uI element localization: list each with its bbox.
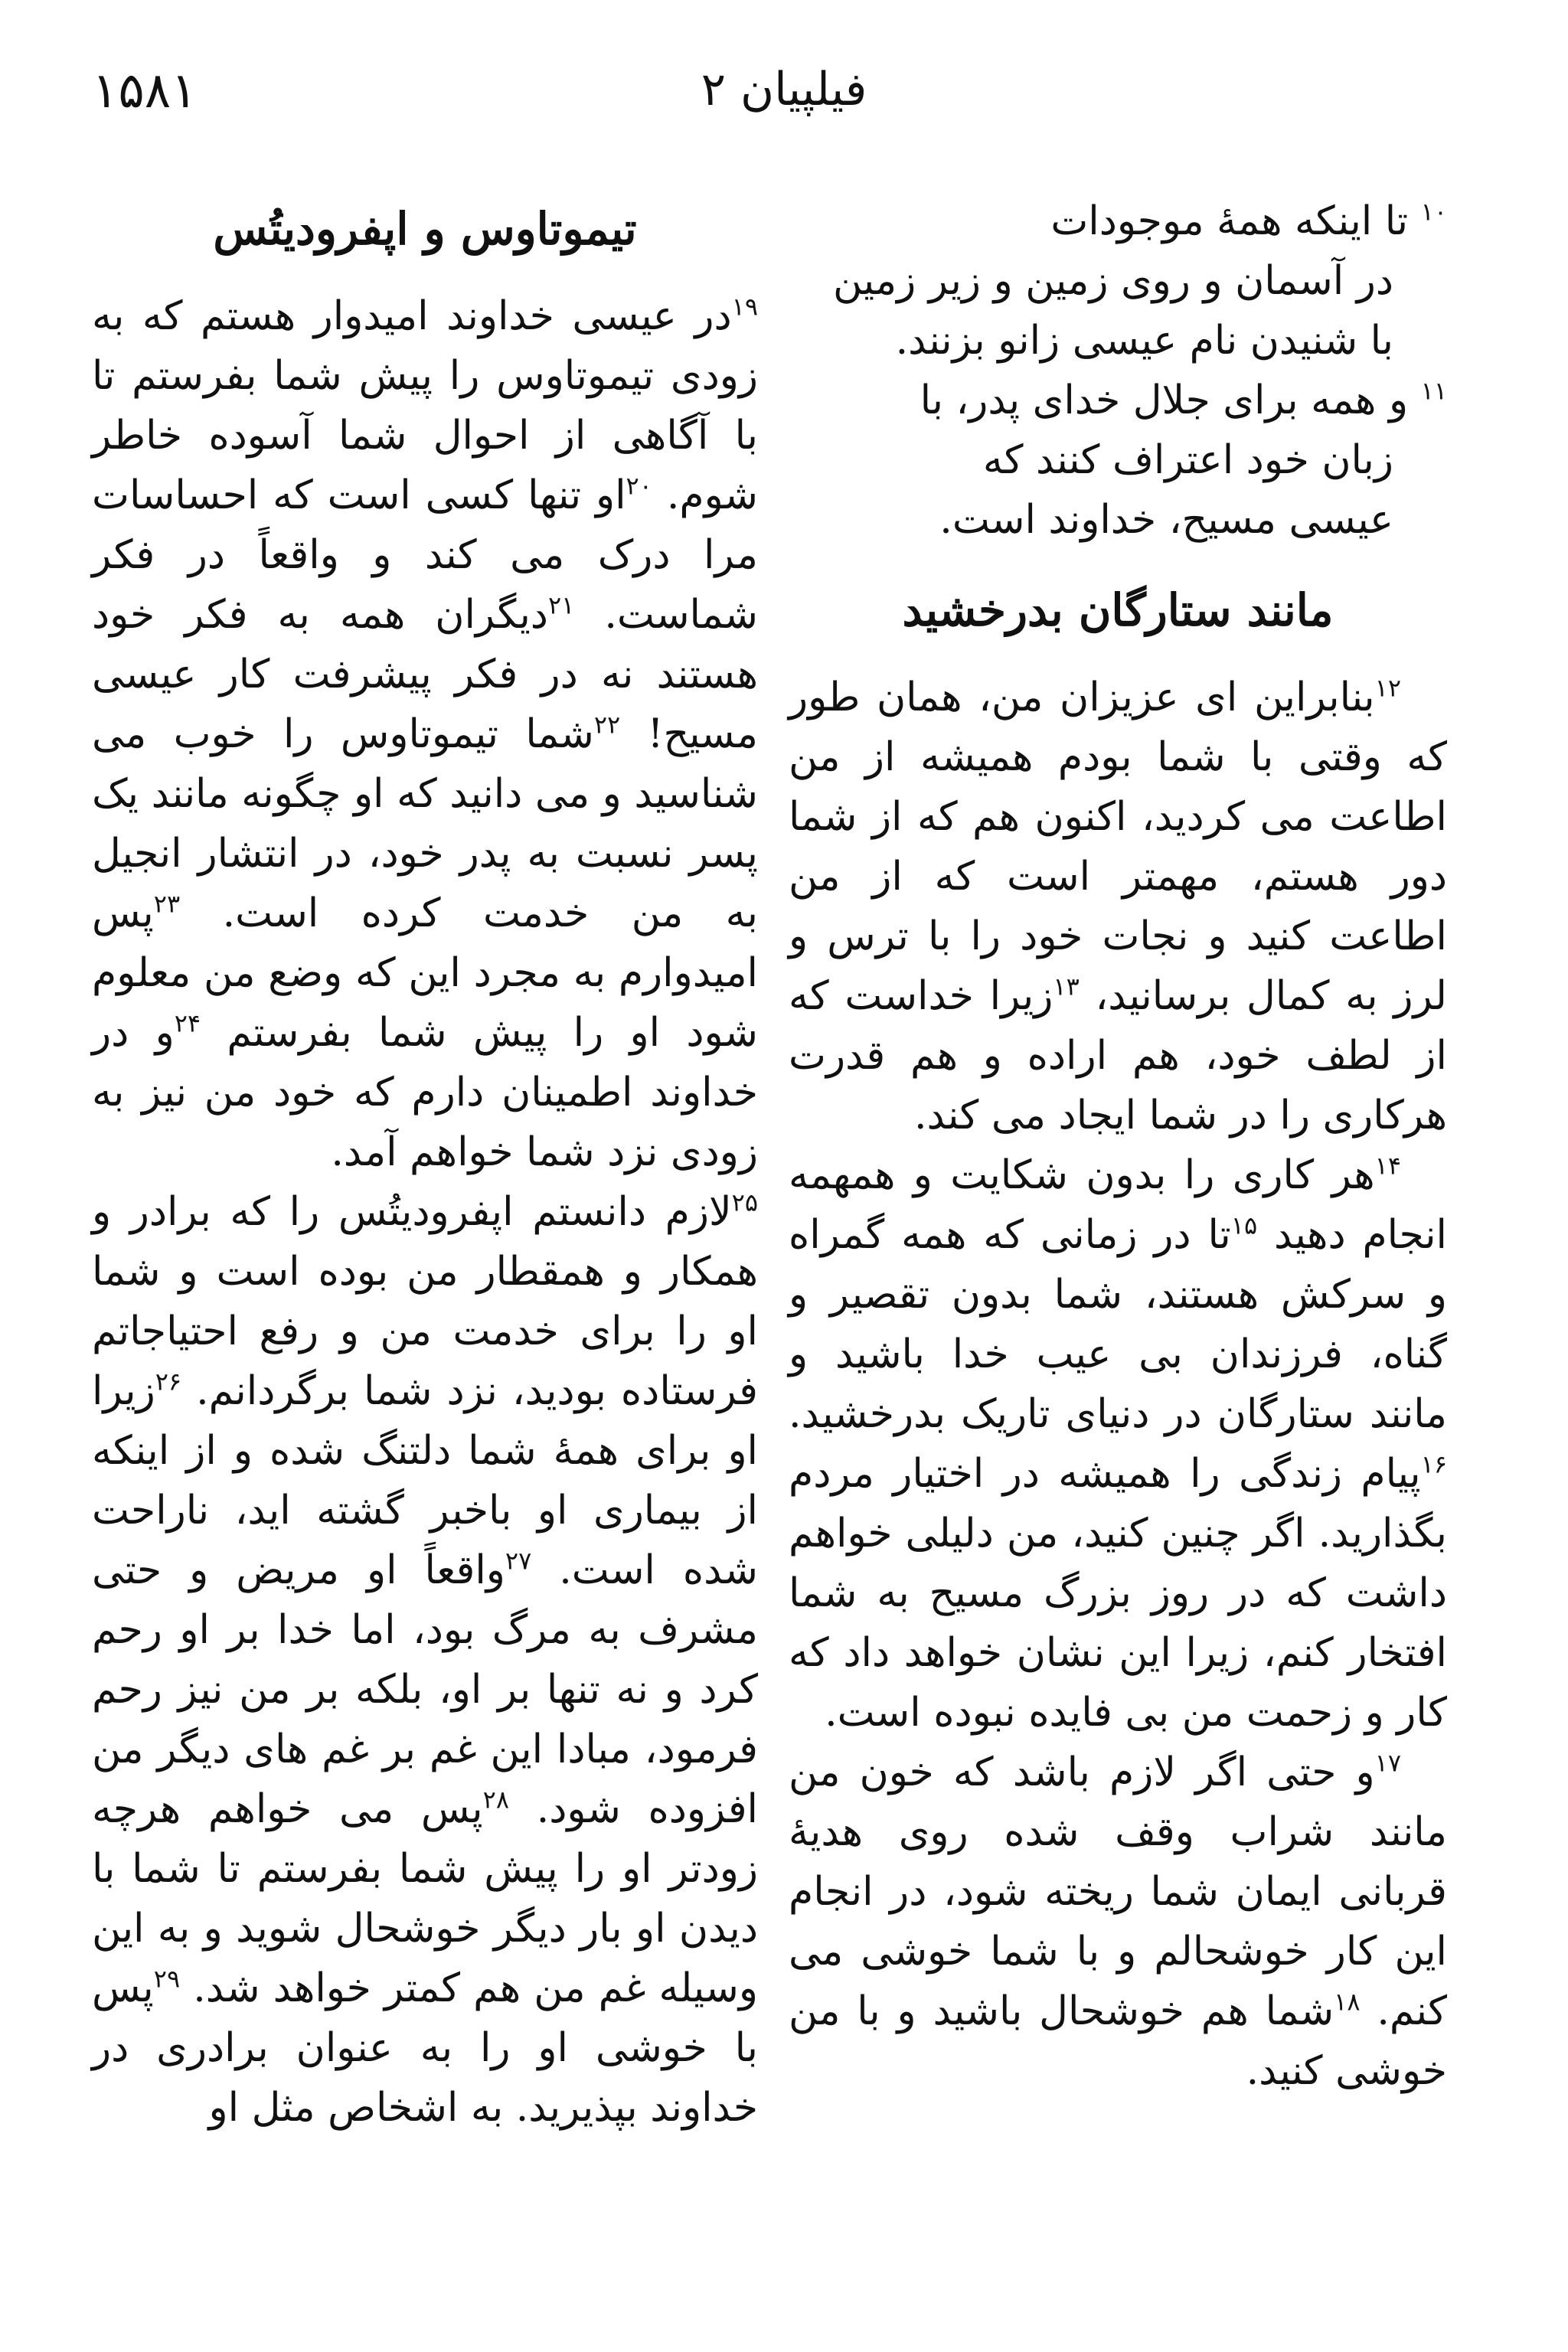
- verse-number: ۲۰: [626, 471, 652, 501]
- poem-line: [789, 371, 1447, 430]
- section-heading: تیموتاوس و اپفرودیتُس: [213, 203, 637, 255]
- verse-text: پس امیدوارم به مجرد این که وضع من معلوم شود او را پیش شما بفرستم: [92, 890, 758, 1056]
- verse-number: ۱۵: [1230, 1210, 1258, 1240]
- paragraph: [789, 1743, 1447, 2101]
- verse-text: او تنها کسی است که احساسات مرا درک می کند و واقعاً در فکر شماست.: [92, 472, 758, 638]
- verse-text: پیام زندگی را همیشه در اختیار مردم بگذارید. اگر چنین کنید، من دلیلی خواهم داشت که در روز بزرگ مسیح به شما افتخار کنم، زیرا این نشان خواهد داد که کار و زحمت من بی فایده نبوده است.: [789, 1451, 1447, 1736]
- poem-line: [789, 251, 1447, 311]
- verse-text: لازم دانستم اپفرودیتُس را که برادر و همکار و همقطار من بوده است و شما او را برای خدمت من و رفع احتیاجاتم فرستاده بودید، نزد شما برگردانم.: [92, 1189, 758, 1414]
- verse-text: بنابراین ای عزیزان من، همان طور که وقتی با شما بودم همیشه از من اطاعت می کردید، اکنون هم که از شما دور هستم، مهمتر است که از من اطاعت کنید و نجات خود را با ترس و لرز به کمال برسانید،: [789, 675, 1447, 1019]
- poem-line: [789, 430, 1447, 490]
- verse-text: و در خداوند اطمینان دارم که خود من نیز به زودی نزد شما خواهم آمد.: [92, 1010, 758, 1175]
- verse-number: ۱۷: [1374, 1748, 1401, 1778]
- verse-text: در عیسی خداوند امیدوار هستم که به زودی تیموتاوس را پیش شما بفرستم تا با آگاهی از احوال شما آسوده خاطر شوم.: [92, 293, 759, 518]
- verse-number: ۱۱: [1420, 376, 1447, 406]
- poem-line-text: تا اینکه همهٔ موجودات: [1050, 198, 1409, 244]
- verse-number: ۲۷: [505, 1546, 532, 1576]
- poem-line-text: با شنیدن نام عیسی زانو بزنند.: [895, 318, 1393, 364]
- verse-text: هر کاری را بدون شکایت و همهمه انجام دهید: [789, 1152, 1447, 1258]
- verse-text: و حتی اگر لازم باشد که خون من مانند شراب وقف شده روی هدیهٔ قربانی ایمان شما ریخته شود، در انجام این کار خوشحالم و با شما خوشی می کنم.: [789, 1749, 1447, 2034]
- paragraph: [92, 1182, 758, 2138]
- verse-text: شما هم خوشحال باشید و با من خوشی کنید.: [789, 1988, 1447, 2094]
- verse-number: ۲۴: [174, 1008, 201, 1038]
- verse-number: ۱۴: [1374, 1151, 1401, 1181]
- paragraph: [789, 1145, 1447, 1743]
- page-number: ۱۵۸۱: [92, 63, 198, 119]
- poem-line-text: در آسمان و روی زمین و زیر زمین: [833, 258, 1393, 304]
- verse-number: ۱۸: [1334, 1987, 1361, 2017]
- verse-number: ۲۵: [731, 1187, 758, 1217]
- verse-text: پس می خواهم هرچه زودتر او را پیش شما بفرستم تا شما با دیدن او بار دیگر خوشحال شوید و به این وسیله غم من هم کمتر خواهد شد.: [92, 1786, 758, 2011]
- poem-line-text: و همه برای جلال خدای پدر، با: [920, 377, 1409, 423]
- right-column: [789, 191, 1447, 2101]
- left-column: [92, 203, 759, 2138]
- poem-line: [789, 191, 1447, 251]
- verse-number: ۲۸: [482, 1785, 510, 1815]
- verse-text: واقعاً او مریض و حتی مشرف به مرگ بود، اما خدا بر او رحم کرد و نه تنها بر او، بلکه بر من نیز رحم فرمود، مبادا این غم بر غم های دیگر من افزوده شود.: [92, 1547, 759, 1832]
- poem-line: [789, 490, 1447, 550]
- verse-number: ۲۶: [155, 1367, 182, 1396]
- section-heading: مانند ستارگان بدرخشید: [902, 584, 1334, 636]
- verse-text: دیگران همه به فکر خود هستند نه در فکر پیشرفت کار عیسی مسیح!: [92, 592, 758, 757]
- verse-number: ۲۲: [593, 710, 621, 740]
- verse-number: ۱۹: [731, 292, 758, 322]
- poem-line: [789, 311, 1447, 371]
- verse-number: ۲۹: [153, 1964, 181, 1994]
- verse-number: ۱۶: [1420, 1449, 1447, 1479]
- verse-number: ۱۳: [1053, 972, 1080, 1001]
- paragraph: [92, 286, 758, 1182]
- verse-text: زیرا خداست که از لطف خود، هم اراده و هم قدرت هرکاری را در شما ایجاد می کند.: [789, 973, 1447, 1138]
- paragraph: [789, 668, 1447, 1145]
- verse-number: ۲۳: [153, 889, 181, 919]
- verse-number: ۲۱: [547, 590, 575, 620]
- verse-number: ۱۲: [1374, 673, 1401, 703]
- verse-number: ۱۰: [1420, 197, 1447, 227]
- verse-text: زیرا او برای همهٔ شما دلتنگ شده و از اینکه از بیماری او باخبر گشته اید، ناراحت شده است.: [92, 1368, 758, 1593]
- poem-line-text: زبان خود اعتراف کنند که: [982, 437, 1393, 483]
- verse-text: پس با خوشی او را به عنوان برادری در خداوند بپذیرید. به اشخاص مثل او: [92, 1965, 758, 2131]
- poem-block: [789, 191, 1447, 550]
- verse-text: تا در زمانی که همه گمراه و سرکش هستند، شما بدون تقصیر و گناه، فرزندان بی عیب خدا باشید و مانند ستارگان در دنیای تاریک بدرخشید.: [789, 1212, 1447, 1437]
- poem-line-text: عیسی مسیح، خداوند است.: [939, 497, 1393, 543]
- running-head: فیلپیان ۲: [701, 63, 867, 116]
- verse-text: شما تیموتاوس را خوب می شناسید و می دانید که او چگونه مانند یک پسر نسبت به پدر خود، در انتشار انجیل به من خدمت کرده است.: [92, 711, 758, 936]
